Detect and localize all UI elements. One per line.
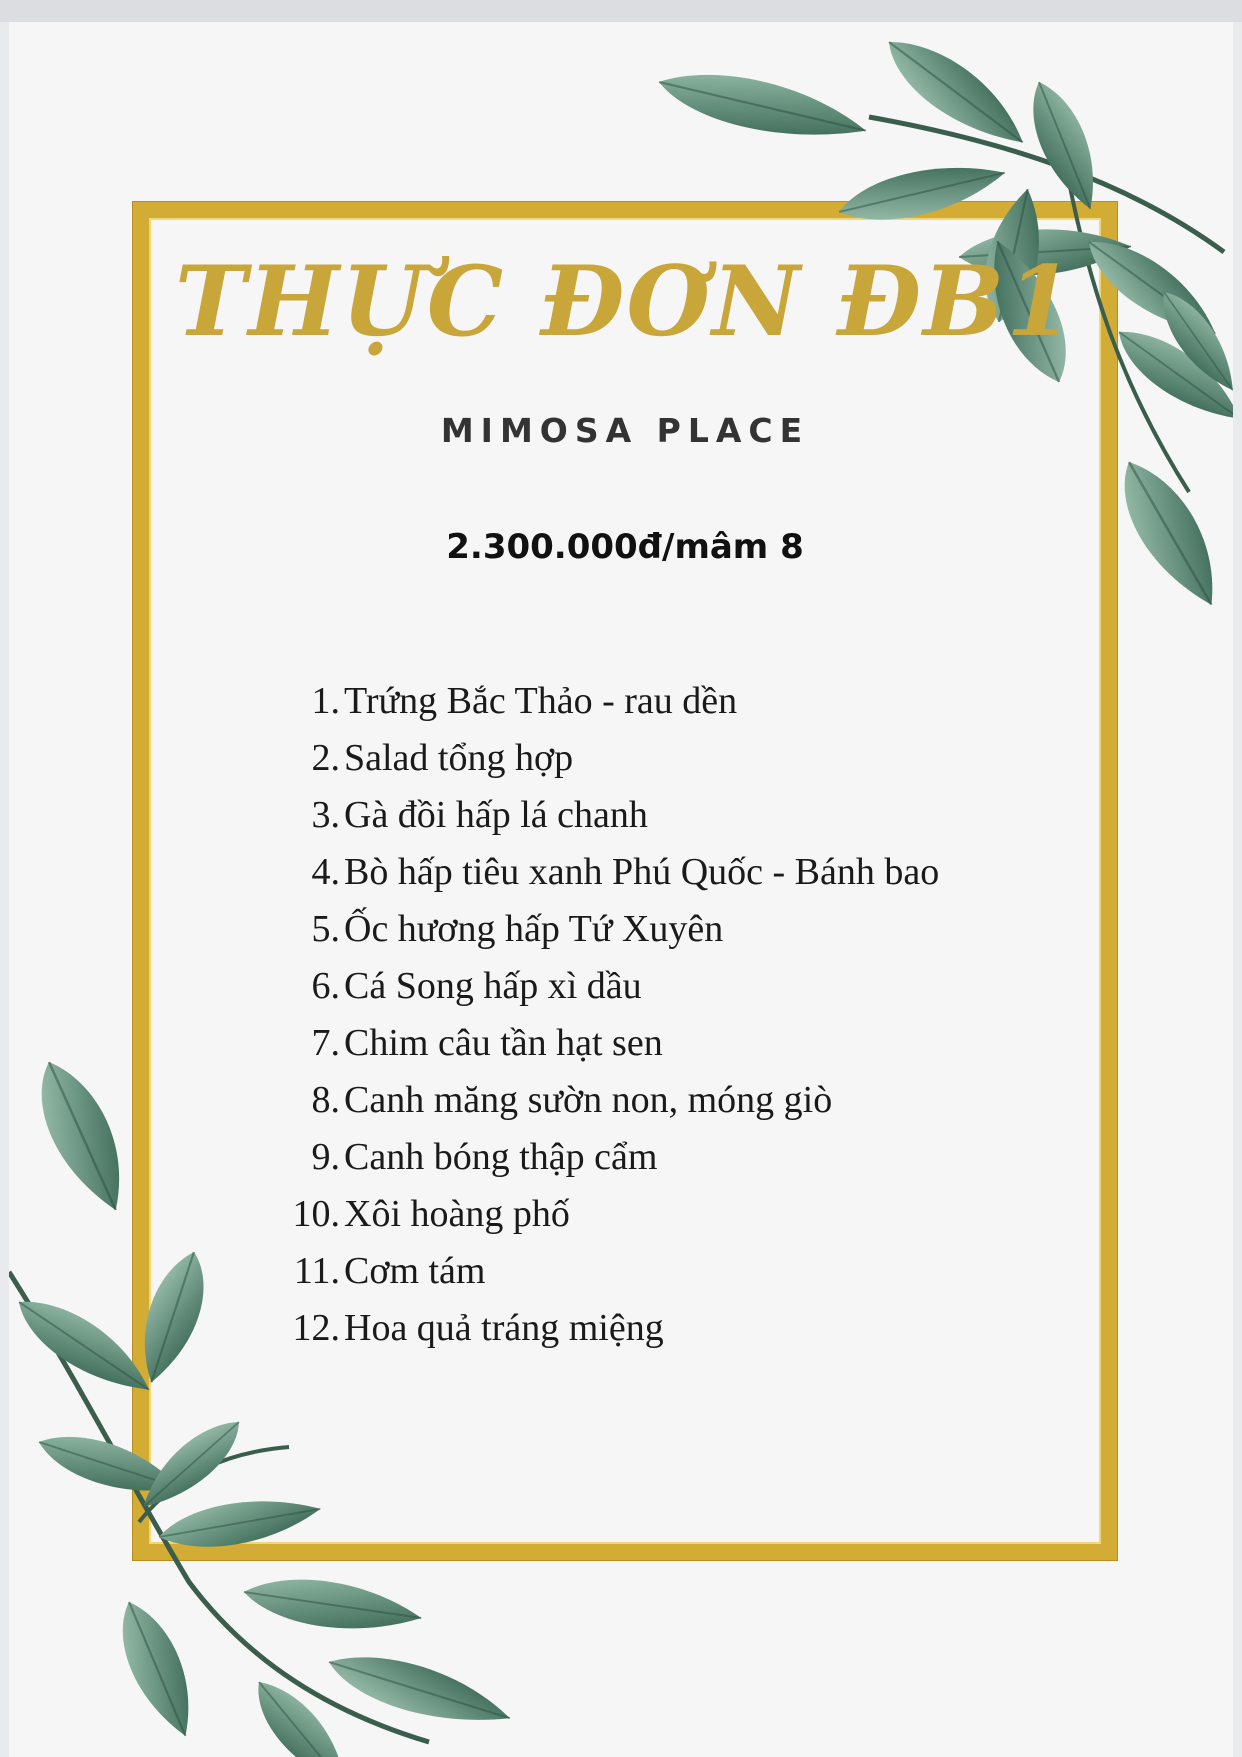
- dish-name: Hoa quả tráng miệng: [344, 1306, 664, 1349]
- list-item: [269, 900, 1049, 957]
- list-item: [269, 957, 1049, 1014]
- item-number: 1.: [311, 679, 340, 722]
- list-item: [269, 1128, 1049, 1185]
- item-number: 7.: [311, 1021, 340, 1064]
- dish-name: Cá Song hấp xì dầu: [344, 964, 642, 1007]
- dish-name: Ốc hương hấp Tứ Xuyên: [344, 907, 724, 950]
- menu-card: [9, 22, 1233, 1757]
- venue-name: MIMOSA PLACE: [440, 411, 810, 450]
- item-number: 11.: [293, 1249, 340, 1292]
- item-number: 6.: [311, 964, 340, 1007]
- list-item: [269, 1242, 1049, 1299]
- list-item: [269, 786, 1049, 843]
- dish-name: Salad tổng hợp: [344, 736, 574, 779]
- list-item: [269, 1014, 1049, 1071]
- item-number: 10.: [292, 1192, 340, 1235]
- dish-name: Xôi hoàng phố: [344, 1192, 570, 1235]
- dish-name: Cơm tám: [344, 1249, 486, 1292]
- dish-name: Trứng Bắc Thảo - rau dền: [344, 679, 738, 722]
- item-number: 3.: [311, 793, 340, 836]
- list-item: [269, 1185, 1049, 1242]
- item-number: 2.: [311, 736, 340, 779]
- list-item: [269, 729, 1049, 786]
- dish-name: Bò hấp tiêu xanh Phú Quốc - Bánh bao: [344, 850, 940, 893]
- dish-name: Canh bóng thập cẩm: [344, 1135, 658, 1178]
- list-item: [269, 1299, 1049, 1356]
- item-number: 9.: [311, 1135, 340, 1178]
- item-number: 12.: [292, 1306, 340, 1349]
- item-number: 5.: [311, 907, 340, 950]
- dish-name: Chim câu tần hạt sen: [344, 1021, 663, 1064]
- menu-price: 2.300.000đ/mâm 8: [446, 527, 804, 567]
- list-item: [269, 843, 1049, 900]
- top-strip: [0, 0, 1242, 22]
- dish-name: Canh măng sườn non, móng giò: [344, 1078, 833, 1121]
- menu-list: [269, 672, 1049, 1356]
- item-number: 4.: [311, 850, 340, 893]
- list-item: [269, 1071, 1049, 1128]
- list-item: [269, 672, 1049, 729]
- menu-title: THỰC ĐƠN ĐB1: [174, 245, 1076, 358]
- item-number: 8.: [311, 1078, 340, 1121]
- dish-name: Gà đồi hấp lá chanh: [344, 793, 648, 836]
